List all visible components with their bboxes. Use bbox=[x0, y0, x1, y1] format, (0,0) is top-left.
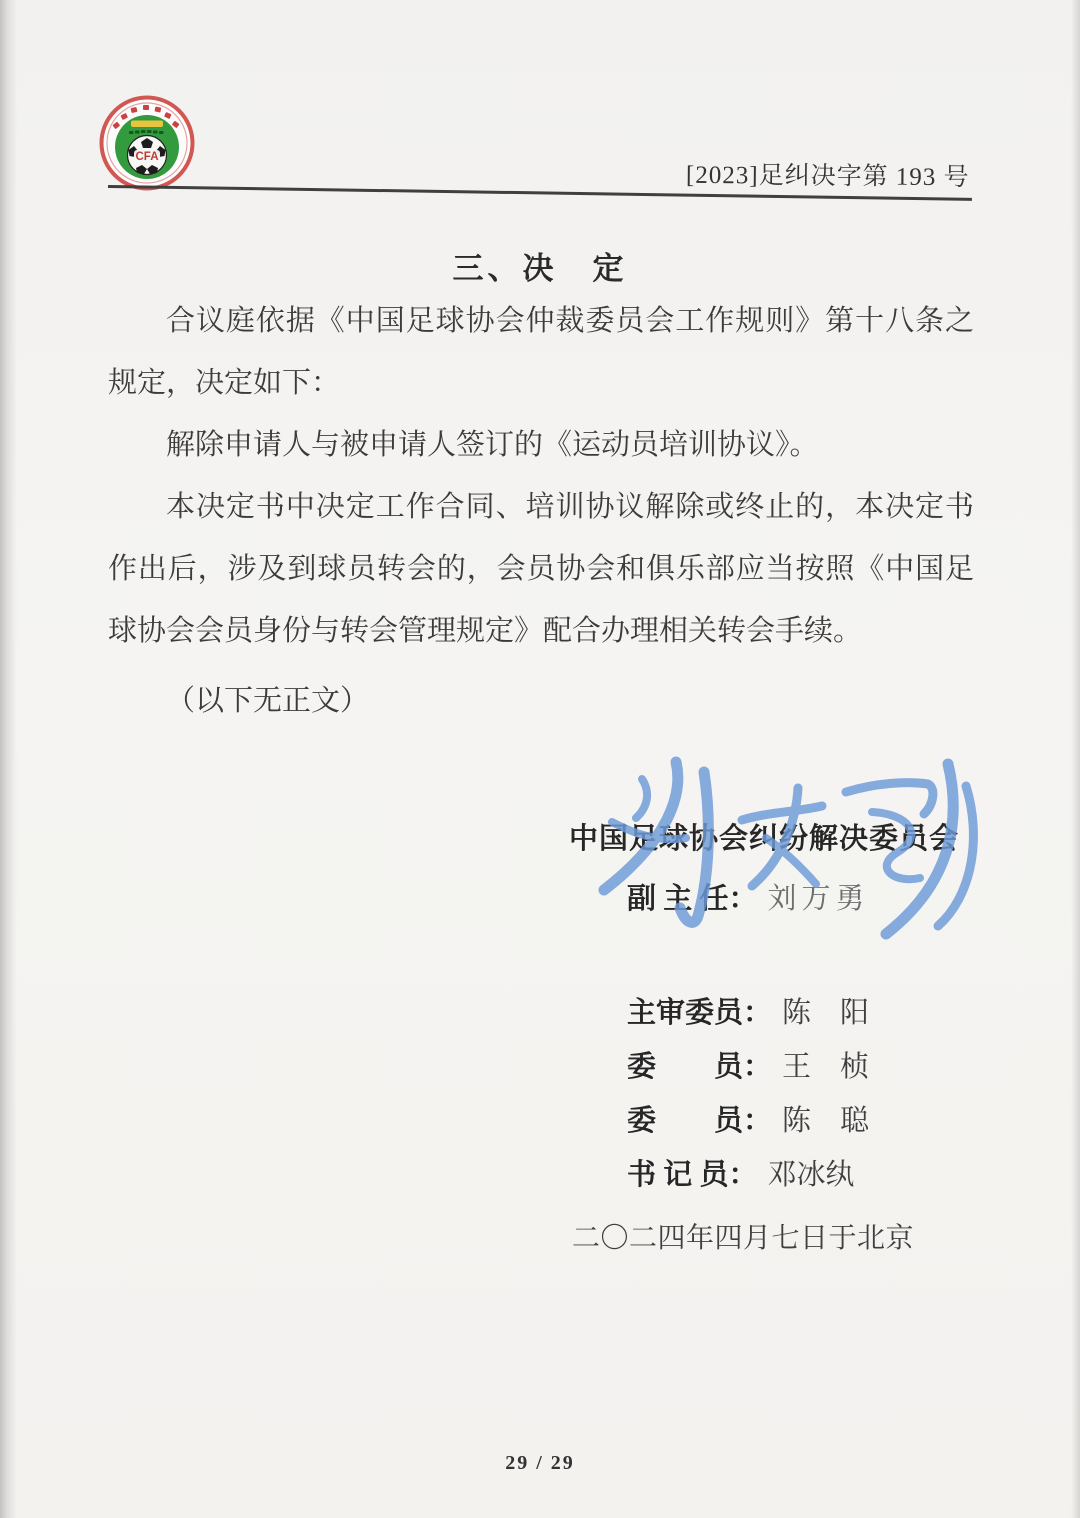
deputy-director-label: 副 主 任： bbox=[627, 883, 758, 915]
document-number: [2023]足纠决字第 193 号 bbox=[686, 161, 971, 192]
deputy-director-name: 刘万勇 bbox=[767, 883, 870, 915]
committee-row-member-2 bbox=[627, 1094, 869, 1148]
no-more-text-note: （以下无正文） bbox=[166, 685, 370, 717]
committee-row-chief bbox=[627, 986, 869, 1040]
chief-member-name: 陈 阳 bbox=[782, 997, 870, 1029]
scan-left-edge-shadow bbox=[0, 0, 17, 1518]
cfa-logo-icon bbox=[98, 94, 196, 192]
member-1-name: 王 桢 bbox=[782, 1051, 870, 1083]
paragraph-termination: 解除申请人与被申请人签订的《运动员培训协议》。 bbox=[166, 429, 819, 461]
member-2-label: 委 员： bbox=[627, 1105, 773, 1137]
decision-date: 二〇二四年四月七日于北京 bbox=[572, 1223, 915, 1254]
section-title: 三、决 定 bbox=[452, 251, 628, 286]
paragraph-legal-basis: 合议庭依据《中国足球协会仲裁委员会工作规则》第十八条之规定，决定如下： bbox=[108, 305, 974, 399]
decision-body bbox=[108, 290, 974, 732]
clerk-label: 书 记 员： bbox=[627, 1159, 758, 1191]
clerk-name: 邓冰纨 bbox=[767, 1159, 855, 1191]
member-1-label: 委 员： bbox=[627, 1051, 773, 1083]
committee-row-member-1 bbox=[627, 1040, 869, 1094]
scan-right-edge-shadow bbox=[1071, 0, 1080, 1518]
member-2-name: 陈 聪 bbox=[782, 1105, 870, 1137]
deputy-director-row bbox=[627, 876, 870, 917]
paragraph-transfer-procedure: 本决定书中决定工作合同、培训协议解除或终止的，本决定书作出后，涉及到球员转会的，会员协会和俱乐部应当按照《中国足球协会会员身份与转会管理规定》配合办理相关转会手续。 bbox=[108, 491, 974, 647]
committee-org-name: 中国足球协会纠纷解决委员会 bbox=[569, 823, 960, 855]
svg-text:CFA: CFA bbox=[135, 151, 159, 163]
page-number-text: 29 / 29 bbox=[505, 1452, 575, 1474]
page-number bbox=[0, 1452, 1080, 1475]
committee-member-list bbox=[627, 986, 869, 1202]
chief-member-label: 主审委员： bbox=[627, 997, 773, 1029]
cfa-logo-svg bbox=[98, 94, 196, 192]
committee-row-clerk bbox=[627, 1148, 869, 1202]
